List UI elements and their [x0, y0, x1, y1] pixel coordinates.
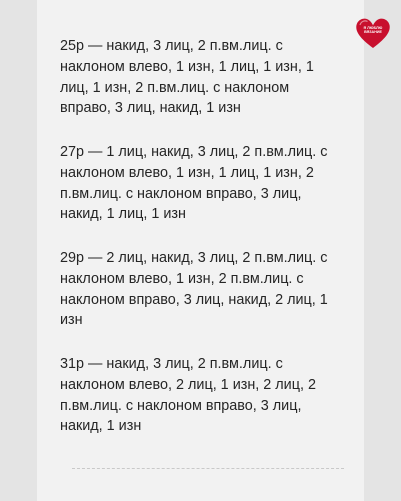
- heart-logo: [355, 16, 391, 50]
- instruction-row-25: [60, 36, 356, 119]
- instruction-row-31: [60, 354, 356, 437]
- bottom-divider: [72, 468, 344, 469]
- instruction-line: наклоном влево, 1 изн, 1 лиц, 1 изн, 2: [60, 164, 314, 181]
- instruction-line: накид, 1 изн: [60, 418, 142, 435]
- instruction-line: 31р — накид, 3 лиц, 2 п.вм.лиц. с: [60, 356, 283, 372]
- instruction-line: 29р — 2 лиц, накид, 3 лиц, 2 п.вм.лиц. с: [60, 250, 328, 266]
- instruction-row-27: [60, 142, 356, 225]
- logo-caption: [355, 26, 391, 35]
- instruction-line: 27р — 1 лиц, накид, 3 лиц, 2 п.вм.лиц. с: [60, 144, 328, 160]
- instruction-line: лиц, 1 изн, 2 п.вм.лиц. с наклоном: [60, 79, 290, 96]
- instruction-line: наклоном влево, 1 изн, 1 лиц, 1 изн, 1: [60, 58, 314, 75]
- instruction-line: изн: [60, 312, 83, 329]
- instruction-line: накид, 1 лиц, 1 изн: [60, 206, 186, 223]
- instruction-line: п.вм.лиц. с наклоном вправо, 3 лиц,: [60, 185, 302, 202]
- logo-line-1: Я ЛЮБЛЮ: [363, 26, 383, 30]
- logo-line-2: ВЯЗАНИЕ: [364, 30, 382, 35]
- instruction-line: наклоном влево, 2 лиц, 1 изн, 2 лиц, 2: [60, 376, 316, 393]
- instruction-line: п.вм.лиц. с наклоном вправо, 3 лиц,: [60, 397, 302, 414]
- instruction-row-29: [60, 248, 356, 331]
- instruction-line: 25р — накид, 3 лиц, 2 п.вм.лиц. с: [60, 38, 283, 54]
- instruction-line: наклоном вправо, 3 лиц, накид, 2 лиц, 1: [60, 291, 328, 308]
- instruction-line: вправо, 3 лиц, накид, 1 изн: [60, 100, 241, 117]
- instruction-line: наклоном влево, 1 изн, 2 п.вм.лиц. с: [60, 270, 304, 287]
